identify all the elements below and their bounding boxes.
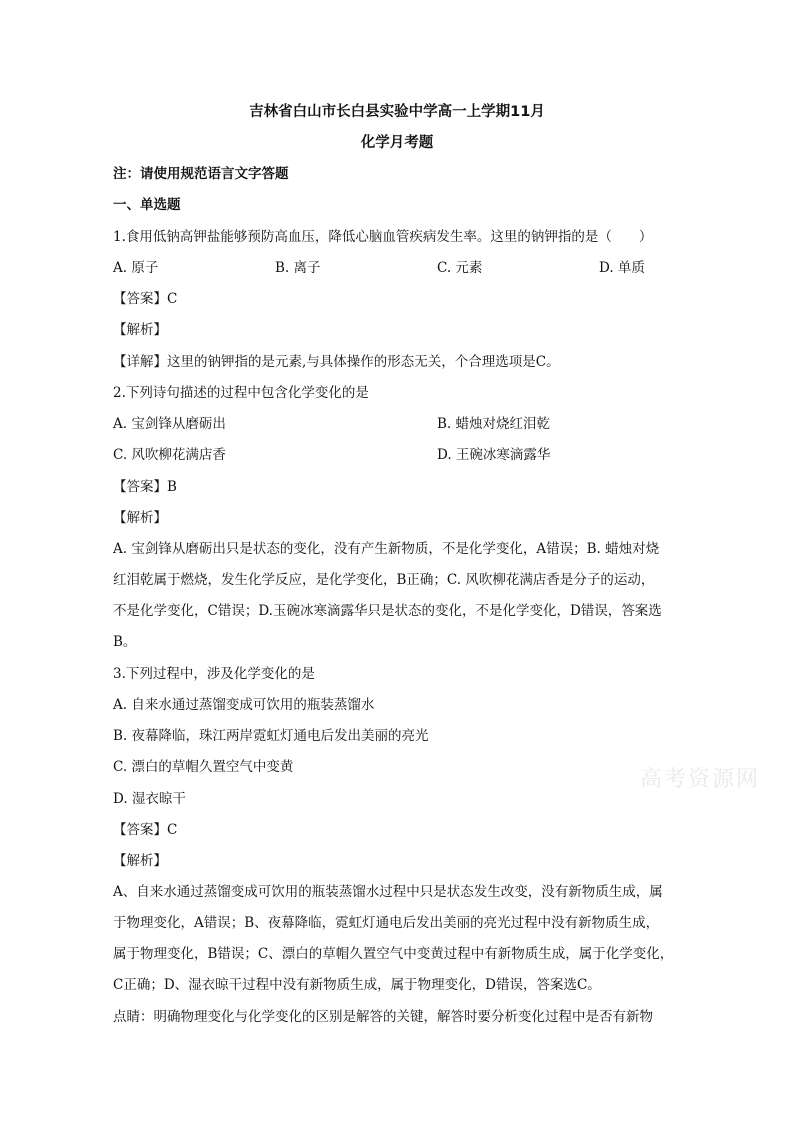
q1-detail: 【详解】这里的钠钾指的是元素,与具体操作的形态无关，个合理选项是C。: [113, 354, 560, 370]
q1-option-a: A. 原子: [113, 260, 159, 276]
q3-option-a: A. 自来水通过蒸馏变成可饮用的瓶装蒸馏水: [113, 697, 375, 713]
q2-explanation-line: 红泪乾属于燃烧，发生化学反应，是化学变化，B正确；C. 风吹柳花满店香是分子的运动，: [113, 572, 655, 588]
q2-analysis-label: 【解析】: [113, 510, 167, 526]
q3-explanation-line: 属于物理变化，B错误；C、漂白的草帽久置空气中变黄过程中有新物质生成，属于化学变化，: [113, 946, 674, 962]
q3-explanation-line: A、自来水通过蒸馏变成可饮用的瓶装蒸馏水过程中只是状态发生改变，没有新物质生成，属: [113, 884, 663, 900]
q3-option-b: B. 夜幕降临，珠江两岸霓虹灯通电后发出美丽的亮光: [113, 728, 429, 744]
q1-option-d: D. 单质: [599, 260, 645, 276]
q1-analysis-label: 【解析】: [113, 322, 167, 338]
q2-explanation-line: A. 宝剑锋从磨砺出只是状态的变化，没有产生新物质，不是化学变化，A错误；B. 蜡烛对烧: [113, 541, 660, 557]
q2-option-c: C. 风吹柳花满店香: [113, 447, 226, 463]
doc-title-line2: 化学月考题: [360, 135, 434, 151]
q2-option-b: B. 蜡烛对烧红泪乾: [437, 416, 551, 432]
q3-option-d: D. 湿衣晾干: [113, 791, 186, 807]
doc-note: 注：请使用规范语言文字答题: [113, 166, 289, 182]
section-heading: 一、单选题: [113, 197, 181, 213]
q3-explanation-line: C正确；D、湿衣晾干过程中没有新物质生成，属于物理变化，D错误，答案选C。: [113, 977, 601, 993]
q2-option-d: D. 王碗冰寒滴露华: [437, 447, 551, 463]
q1-option-c: C. 元素: [437, 260, 483, 276]
watermark: 高考资源网: [640, 767, 761, 792]
q1-option-b: B. 离子: [275, 260, 321, 276]
q1-answer: 【答案】C: [113, 291, 178, 307]
q3-analysis-label: 【解析】: [113, 853, 167, 869]
q3-option-c: C. 漂白的草帽久置空气中变黄: [113, 759, 294, 775]
q2-stem: 2.下列诗句描述的过程中包含化学变化的是: [113, 385, 369, 401]
q2-option-a: A. 宝剑锋从磨砺出: [113, 416, 226, 432]
q3-explanation-line: 于物理变化，A错误；B、夜幕降临，霓虹灯通电后发出美丽的亮光过程中没有新物质生成，: [113, 915, 660, 931]
q2-answer: 【答案】B: [113, 479, 177, 495]
q3-answer: 【答案】C: [113, 822, 178, 838]
q1-stem: 1.食用低钠高钾盐能够预防高血压，降低心脑血管疾病发生率。这里的钠钾指的是（ ）: [113, 229, 653, 245]
q3-stem: 3.下列过程中，涉及化学变化的是: [113, 666, 315, 682]
q2-explanation-line: 不是化学变化，C错误；D.玉碗冰寒滴露华只是状态的变化，不是化学变化，D错误，答案选: [113, 603, 662, 619]
doc-title-line1: 吉林省白山市长白县实验中学高一上学期11月: [249, 104, 545, 120]
q3-tip-line: 点睛：明确物理变化与化学变化的区别是解答的关键，解答时要分析变化过程中是否有新物: [113, 1009, 653, 1025]
q2-explanation-line: B。: [113, 634, 137, 650]
